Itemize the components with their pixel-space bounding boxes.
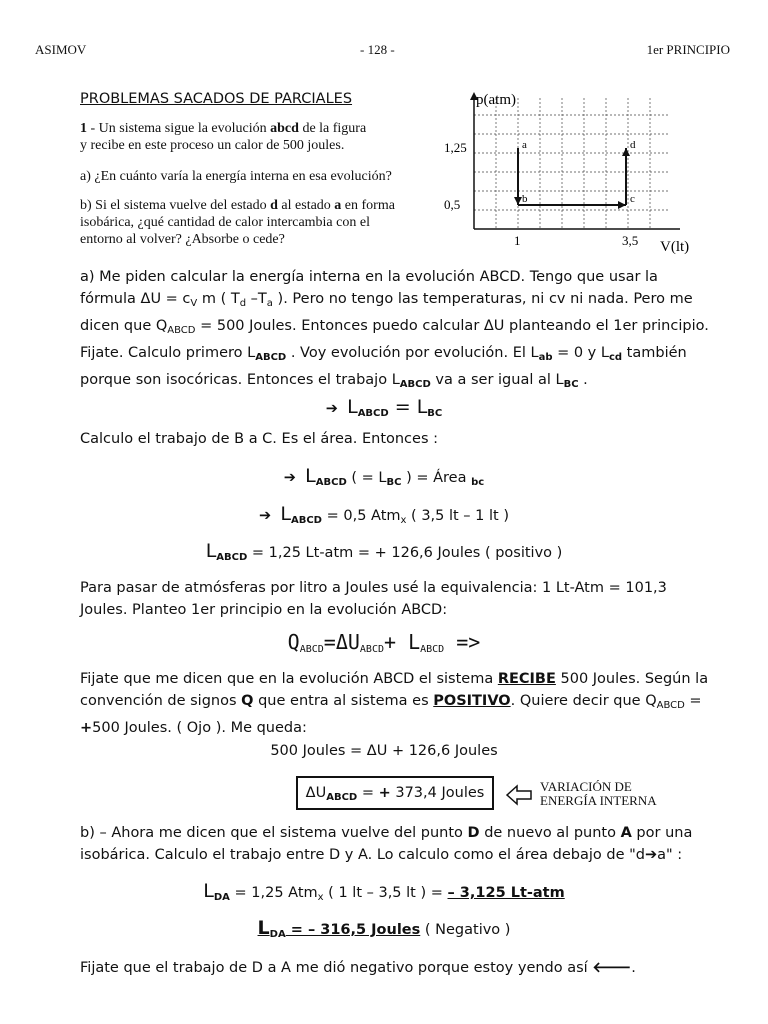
page-number: - 128 - xyxy=(360,42,395,57)
arrow-icon: ➔ xyxy=(259,508,272,524)
equation-500: 500 Joules = ΔU + 126,6 Joules xyxy=(270,743,498,759)
x-tick-label: 3,5 xyxy=(622,233,639,248)
problem-line1: - Un sistema sigue la evolución xyxy=(87,121,271,136)
p1-line5: porque son isocóricas. Entonces el trabajo $L_{ABCD}$ va a ser igual al $L_{BC}$ . xyxy=(80,372,588,390)
p4-paragraph: Fijate que me dicen que en la evolución ABCD el sistema RECIBE 500 Joules. Según la convención de signos Q que entra al sistema es POSITIVO. Quiere decir que $Q_{ABCD}$ = +500 Joules. ( Ojo ). Me queda: xyxy=(80,671,709,736)
question-b-d: d xyxy=(270,198,278,213)
equation-area: ➔ $L_{ABCD}$ ( = $L_{BC}$ ) = Área $_{bc}$ xyxy=(283,465,485,488)
equation-product: ➔ $L_{ABCD} = 0,5$ Atm$_x$ ( 3,5 lt – 1 lt ) xyxy=(259,503,509,526)
equation-result: $L_{ABCD} = 1,25$ Lt-atm = + 126,6 Joules ( positivo ) xyxy=(205,540,563,563)
part-a-paragraph xyxy=(80,266,730,396)
question-b-1b: al estado xyxy=(277,198,335,213)
question-b-3: entorno al volver? ¿Absorbe o cede? xyxy=(80,232,285,247)
point-label: d xyxy=(630,139,636,151)
problem-number: 1 xyxy=(80,121,87,136)
process-arrow xyxy=(622,148,630,156)
x-tick-label: 1 xyxy=(514,233,521,248)
arrow-icon: ➔ xyxy=(283,470,296,486)
header-left: ASIMOV xyxy=(35,42,87,57)
p1-line1: a) Me piden calcular la energía interna en la evolución ABCD. Tengo que usar la xyxy=(80,269,658,285)
question-b-1: b) Si el sistema vuelve del estado xyxy=(80,198,271,213)
equation-lda-joules: $L_{DA}$ = – 316,5 Joules ( Negativo ) xyxy=(257,917,511,940)
p1-line4: Fijate. Calculo primero $L_{ABCD}$ . Voy evolución por evolución. El $L_{ab} = 0$ y $L_{cd}$ también xyxy=(80,345,687,363)
question-a: a) ¿En cuánto varía la energía interna en esa evolución? xyxy=(80,169,392,184)
pv-diagram xyxy=(440,84,708,256)
problem-abcd: abcd xyxy=(270,121,299,136)
p3-paragraph: Para pasar de atmósferas por litro a Joules usé la equivalencia: 1 Lt-Atm = 101,3 Joules. Planteo 1er principio en la evolución ABCD: xyxy=(80,580,667,618)
equation-lda: $L_{DA} = 1,25$ Atm$_x$ ( 1 lt – 3,5 lt ) = – 3,125 Lt-atm xyxy=(203,880,565,903)
point-label: b xyxy=(522,193,528,205)
y-tick-label: 0,5 xyxy=(444,197,461,212)
left-arrow-icon: 🡐 xyxy=(592,960,632,976)
problem-line2: y recibe en este proceso un calor de 500 joules. xyxy=(80,138,345,153)
header-right: 1er PRINCIPIO xyxy=(646,42,730,57)
y-tick-label: 1,25 xyxy=(444,140,467,155)
part-b-paragraph: b) – Ahora me dicen que el sistema vuelve del punto D de nuevo al punto A por una isobárica. Calculo el trabajo entre D y A. Lo calculo como el área debajo de "d➔a" : xyxy=(80,825,693,863)
p2-text: Calculo el trabajo de B a C. Es el área. Entonces : xyxy=(80,431,439,447)
question-b-2: isobárica, ¿qué cantidad de calor intercambia con el xyxy=(80,215,370,230)
question-b-1c: en forma xyxy=(341,198,395,213)
p1-line3: dicen que $Q_{ABCD} = 500$ Joules. Entonces puedo calcular ΔU planteando el 1er principio. xyxy=(80,318,709,336)
point-label: c xyxy=(630,193,635,205)
p1-line2: fórmula $\Delta U = c_V$ m ( $T_d$ $-T_a$ ). Pero no tengo las temperaturas, ni cv ni nada. Pero me xyxy=(80,291,693,309)
arrow-icon: ➔ xyxy=(325,401,338,417)
y-axis-label: p(atm) xyxy=(476,92,516,108)
box-note: VARIACIÓN DE ENERGÍA INTERNA xyxy=(540,779,657,808)
equation-labcd-lbc: ➔ $L_{ABCD} = L_{BC}$ xyxy=(325,396,443,419)
x-axis-label: V(lt) xyxy=(660,239,690,255)
process-arrow xyxy=(618,201,626,209)
handwritten-first-principle: $Q_{ABCD}=\Delta U_{ABCD}+ L_{ABCD}$ => xyxy=(287,630,481,655)
problem-line1b: de la figura xyxy=(298,121,367,136)
left-hollow-arrow-icon xyxy=(506,784,532,806)
section-title: PROBLEMAS SACADOS DE PARCIALES xyxy=(80,91,353,107)
question-b-a: a xyxy=(334,198,342,213)
p6-text: Fijate que el trabajo de D a A me dió negativo porque estoy yendo así 🡐. xyxy=(80,960,636,976)
result-box: $\Delta U_{ABCD}$ = + 373,4 Joules xyxy=(296,776,494,810)
problem-statement xyxy=(80,120,395,248)
process-arrow xyxy=(514,197,522,205)
point-label: a xyxy=(522,139,527,151)
